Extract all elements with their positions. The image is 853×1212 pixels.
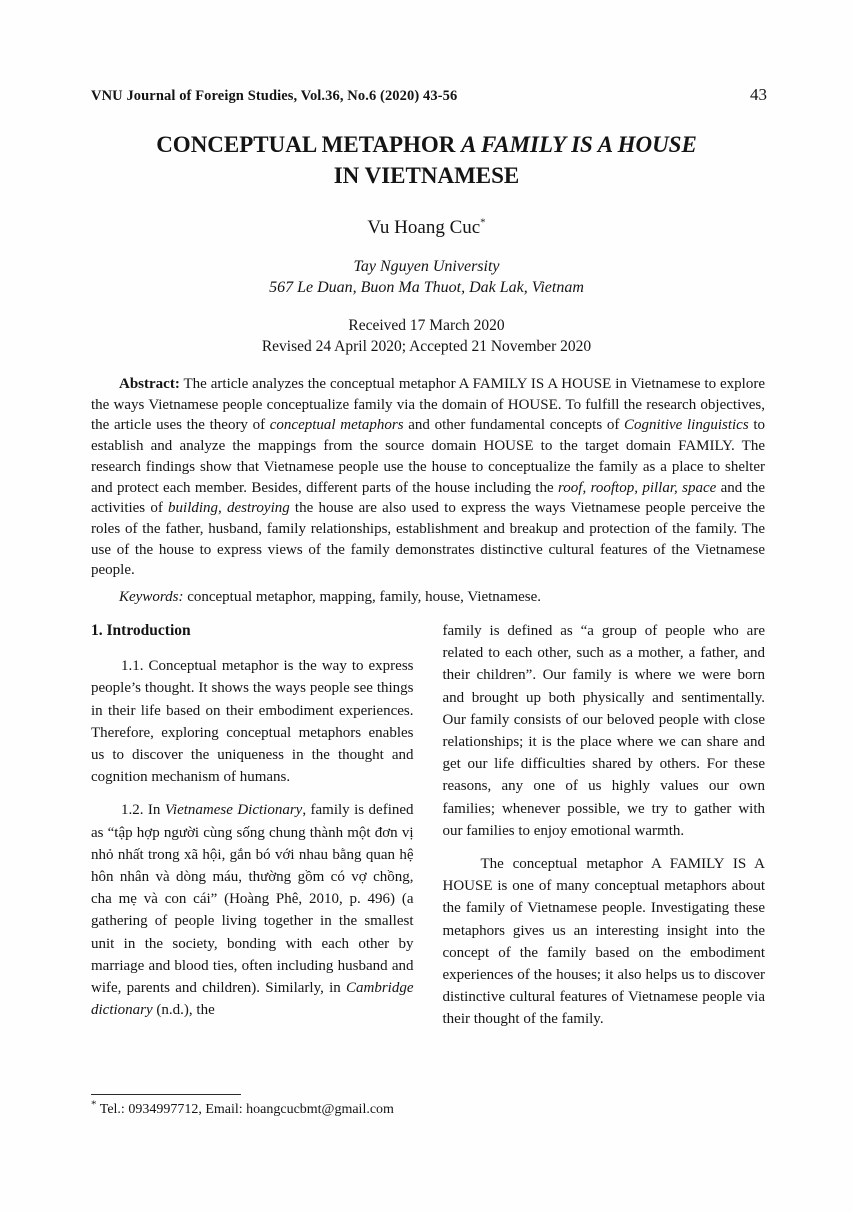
affiliation-address: 567 Le Duan, Buon Ma Thuot, Dak Lak, Vietnam — [269, 279, 584, 296]
author-footnote-marker: * — [480, 216, 486, 229]
right-column — [443, 620, 766, 1031]
paragraph-metaphor-overview: The conceptual metaphor A FAMILY IS A HOUSE is one of many conceptual metaphors about the family of Vietnamese people. Investigating these metaphors gives us an interesting insight into the concept of the family based on the embodiment experiences of the houses; it also helps us to discover distinctive cultural features of Vietnamese people via their thought of the family. — [442, 856, 765, 1028]
two-column-body — [91, 620, 765, 1031]
received-date: Received 17 March 2020 — [348, 317, 505, 334]
page-header — [91, 85, 767, 105]
footnote-divider — [91, 1094, 241, 1095]
journal-citation: VNU Journal of Foreign Studies, Vol.36, No.6 (2020) 43-56 — [91, 88, 458, 104]
section-heading-introduction: 1. Introduction — [91, 622, 191, 639]
author-footnote — [91, 1094, 511, 1118]
left-column — [91, 620, 414, 1031]
article-title-line1: CONCEPTUAL METAPHOR A FAMILY IS A HOUSE — [156, 132, 697, 157]
manuscript-dates — [0, 316, 853, 357]
affiliation-institution: Tay Nguyen University — [353, 258, 500, 275]
abstract-paragraph: Abstract: The article analyzes the conceptual metaphor A FAMILY IS A HOUSE in Vietnamese to explore the ways Vietnamese people conceptualize family via the domain of HOUSE. To fulfill the research objectives, the article uses the theory of conceptual metaphors and other fundamental concepts of Cognitive linguistics to establish and analyze the mappings from the source domain HOUSE to the target domain FAMILY. The research findings show that Vietnamese people use the house to conceptualize the family as a place to shelter and protect each member. Besides, different parts of the house including the roof, rooftop, pillar, space and the activities of building, destroying the house are also used to express the ways Vietnamese people perceive the roles of the father, husband, family relationships, establishment and breakup and protection of the family. The use of the house to express views of the family demonstrates distinctive cultural features of the Vietnamese people. — [91, 376, 766, 579]
paragraph-definition-continued: family is defined as “a group of people who are related to each other, such as a mother, a father, and their children”. Our family is where we were born and brought up both physically and sentimentally. Our family consists of our beloved people with close relationships; it is the place where we can share and get our life difficulties shared by others. For these reasons, any one of us highly values our own families; whenever possible, we try to gather with our families to enjoy emotional warmth. — [442, 623, 765, 839]
footnote-contact: Tel.: 0934997712, Email: hoangcucbmt@gmail.com — [96, 1102, 394, 1117]
keywords-line: Keywords: conceptual metaphor, mapping, family, house, Vietnamese. — [119, 589, 542, 605]
footnote-marker: * — [91, 1098, 97, 1111]
page-number: 43 — [750, 85, 767, 104]
revised-accepted-date: Revised 24 April 2020; Accepted 21 November 2020 — [261, 337, 592, 355]
paragraph-1-1: 1.1. Conceptual metaphor is the way to express people’s thought. It shows the ways people see things in their life based on their embodiment experiences. Therefore, exploring conceptual metaphors enables us to discover the uniqueness in the thought and cognition mechanism of humans. — [91, 658, 414, 786]
article-title-line2: IN VIETNAMESE — [333, 163, 520, 188]
affiliation-block — [0, 256, 853, 298]
footnote-text — [91, 1098, 511, 1118]
author-name: Vu Hoang Cuc — [367, 217, 481, 238]
author-line — [0, 217, 853, 239]
article-title — [50, 129, 803, 191]
paragraph-1-2: 1.2. In Vietnamese Dictionary, family is defined as “tập hợp người cùng sống chung thành một đơn vị nhỏ nhất trong xã hội, gắn bó với nhau bằng quan hệ hôn nhân và dòng máu, thường gồm có vợ chồng, cha mẹ và con cái” (Hoàng Phê, 2010, p. 496) (a gathering of people living together in the smallest unit in the society, bonding with each other by marriage and blood ties, often including husband and wife, parents and children). Similarly, in Cambridge dictionary (n.d.), the — [91, 802, 414, 1019]
